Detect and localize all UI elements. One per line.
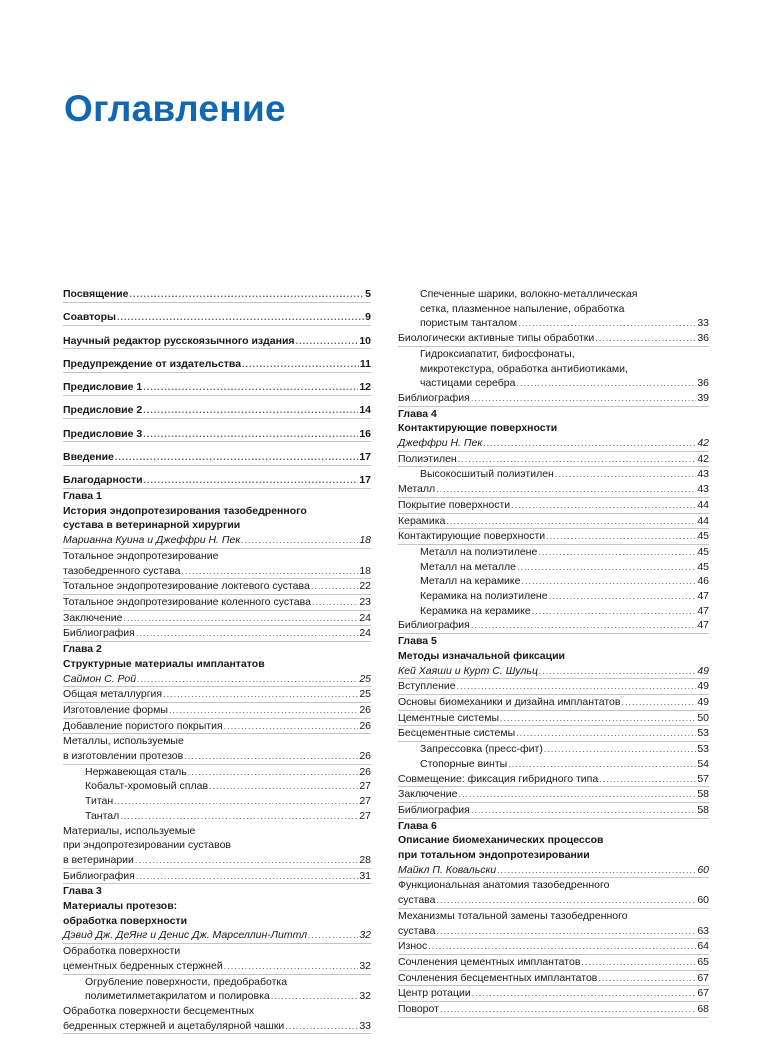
toc-subentry[interactable]: [63, 989, 371, 1004]
entry-title: Библиография: [63, 869, 135, 882]
page-number: 47: [697, 619, 709, 632]
dot-leader: [436, 924, 696, 939]
entry-line: Механизмы тотальной замены тазобедренного: [398, 909, 628, 922]
entry-title: Благодарности: [63, 474, 143, 487]
dot-leader: [471, 618, 696, 633]
page-number: 45: [697, 560, 709, 573]
chapter-author[interactable]: [63, 533, 371, 549]
toc-entry[interactable]: [398, 1002, 709, 1018]
entry-title: в изготовлении протезов: [63, 750, 184, 763]
page-number: 67: [697, 987, 709, 1000]
dot-leader: [144, 473, 359, 488]
dot-leader: [182, 564, 359, 579]
toc-subentry[interactable]: [398, 545, 709, 560]
dot-leader: [143, 380, 358, 395]
dot-leader: [516, 376, 696, 391]
toc-subentry[interactable]: [398, 742, 709, 757]
toc-entry[interactable]: [398, 482, 709, 498]
entry-title: сустава: [398, 894, 436, 907]
dot-leader: [539, 664, 696, 679]
dot-leader: [497, 863, 696, 878]
toc-entry[interactable]: [398, 695, 709, 711]
dot-leader: [521, 574, 696, 589]
entry-title: Тотальное эндопротезирование коленного сустава: [63, 596, 311, 608]
dot-leader: [458, 452, 697, 467]
chapter-title: Материалы протезов:: [63, 900, 178, 913]
entry-title: Сочленения бесцементных имплантатов: [398, 971, 598, 984]
dot-leader: [508, 757, 696, 772]
toc-subentry[interactable]: [63, 779, 371, 794]
page-number: 47: [697, 604, 709, 617]
page-number: 14: [359, 404, 371, 417]
toc-entry[interactable]: [63, 564, 371, 580]
entry-title: Посвящение: [63, 288, 129, 300]
toc-subentry[interactable]: [398, 757, 709, 772]
dot-leader: [621, 695, 696, 710]
entry-line: при эндопротезировании суставов: [63, 839, 232, 852]
toc-subentry[interactable]: [63, 794, 371, 809]
page-number: 45: [697, 545, 709, 558]
dot-leader: [115, 450, 358, 465]
toc-subentry[interactable]: [398, 316, 709, 331]
dot-leader: [137, 672, 358, 687]
page-number: 67: [697, 971, 709, 984]
page-number: 27: [359, 780, 371, 793]
page-number: 22: [359, 580, 371, 593]
dot-leader: [163, 687, 358, 702]
chapter-author[interactable]: [63, 928, 371, 944]
toc-entry[interactable]: [398, 893, 709, 909]
page-number: 39: [697, 391, 709, 404]
dot-leader: [428, 939, 696, 954]
toc-entry[interactable]: [398, 787, 709, 803]
toc-subentry[interactable]: [398, 574, 709, 589]
dot-leader: [598, 971, 696, 986]
entry-title: Предисловие 2: [63, 404, 143, 417]
entry-title: Полиэтилен: [398, 452, 457, 465]
dot-leader: [555, 467, 696, 482]
page-number: 17: [359, 474, 371, 487]
entry-title: Марианна Куина и Джеффри Н. Пек: [63, 534, 241, 547]
toc-entry[interactable]: [63, 1019, 371, 1035]
toc-subentry[interactable]: [63, 809, 371, 824]
page-number: 68: [697, 1003, 709, 1016]
toc-entry[interactable]: [63, 579, 371, 595]
front-matter-entry[interactable]: [63, 427, 371, 443]
entry-line: Гидроксиапатит, бифосфонаты,: [420, 347, 575, 360]
chapter-title: Методы изначальной фиксации: [398, 649, 565, 662]
entry-title: Нержавеющая сталь: [85, 765, 187, 778]
toc-entry[interactable]: [63, 611, 371, 627]
toc-entry[interactable]: [398, 955, 709, 971]
page-number: 42: [697, 437, 709, 450]
dot-leader: [143, 403, 358, 418]
dot-leader: [599, 772, 696, 787]
entry-title: Цементные системы: [398, 711, 500, 724]
dot-leader: [516, 726, 696, 741]
dot-leader: [440, 1002, 696, 1017]
entry-title: полиметилметакрилатом и полировка: [85, 990, 270, 1003]
toc-column-left: [63, 287, 371, 1034]
toc-entry[interactable]: [398, 618, 709, 634]
entry-title: Библиография: [398, 803, 470, 816]
dot-leader: [188, 765, 359, 780]
entry-title: Контактирующие поверхности: [398, 530, 546, 543]
entry-line: Металлы, используемые: [63, 735, 184, 748]
page-number: 31: [359, 869, 371, 882]
chapter-label: Глава 6: [398, 819, 437, 832]
dot-leader: [483, 436, 696, 451]
dot-leader: [135, 853, 358, 868]
dot-leader: [472, 986, 697, 1001]
dot-leader: [311, 579, 359, 594]
dot-leader: [581, 955, 696, 970]
entry-title: Кобальт-хромовый сплав: [85, 780, 209, 793]
entry-title: Сочленения цементных имплантатов: [398, 955, 581, 968]
dot-leader: [224, 959, 359, 974]
page-number: 26: [359, 703, 371, 716]
dot-leader: [209, 779, 358, 794]
dot-leader: [511, 498, 696, 513]
entry-title: Керамика на керамике: [420, 604, 531, 617]
entry-title: Предисловие 3: [63, 427, 143, 440]
entry-title: Библиография: [398, 391, 470, 404]
page-number: 26: [359, 719, 371, 732]
dot-leader: [129, 287, 364, 302]
dot-leader: [169, 703, 358, 718]
toc-entry[interactable]: [63, 687, 371, 703]
toc-entry[interactable]: [398, 711, 709, 727]
dot-leader: [123, 611, 358, 626]
entry-line: Материалы, используемые: [63, 824, 196, 837]
page-number: 28: [359, 853, 371, 866]
page-number: 44: [697, 514, 709, 527]
entry-title: Бесцементные системы: [398, 727, 516, 740]
dot-leader: [532, 604, 697, 619]
entry-title: Запрессовка (пресс-фит): [420, 743, 543, 756]
page-number: 32: [359, 929, 371, 942]
page-number: 57: [697, 772, 709, 785]
page-number: 64: [697, 940, 709, 953]
entry-title: тазобедренного сустава: [63, 564, 181, 577]
entry-title: Майкл П. Ковальски: [398, 863, 497, 876]
entry-title: Соавторы: [63, 311, 116, 324]
toc-entry[interactable]: [63, 749, 371, 765]
chapter-label: Глава 1: [63, 490, 102, 503]
toc-entry[interactable]: [398, 772, 709, 788]
page-number: 33: [697, 317, 709, 330]
page-number: 36: [697, 377, 709, 390]
entry-title: Керамика: [398, 514, 446, 527]
front-matter-entry[interactable]: [63, 403, 371, 419]
page-number: 49: [697, 664, 709, 677]
toc-entry[interactable]: [398, 514, 709, 530]
page-number: 49: [697, 680, 709, 693]
entry-title: Добавление пористого покрытия: [63, 719, 223, 732]
page-number: 12: [359, 381, 371, 394]
chapter-author[interactable]: [398, 863, 709, 879]
page-number: 27: [359, 809, 371, 822]
entry-title: Основы биомеханики и дизайна имплантатов: [398, 695, 621, 708]
page-number: 60: [697, 863, 709, 876]
toc-entry[interactable]: [398, 391, 709, 407]
page-number: 16: [359, 427, 371, 440]
entry-title: Дэвид Дж. ДеЯнг и Денис Дж. Марселлин-Литтл: [63, 929, 308, 942]
front-matter-entry[interactable]: [63, 473, 371, 489]
chapter-title: Описание биомеханических процессов: [398, 834, 604, 847]
entry-title: Вступление: [398, 680, 456, 693]
dot-leader: [184, 749, 358, 764]
toc-subentry[interactable]: [398, 560, 709, 575]
entry-title: Предупреждение от издательства: [63, 357, 242, 370]
entry-title: Тантал: [85, 809, 120, 822]
front-matter-entry[interactable]: [63, 380, 371, 396]
entry-title: Предисловие 1: [63, 381, 143, 394]
front-matter-entry[interactable]: [63, 310, 371, 326]
dot-leader: [436, 482, 696, 497]
spacer: [63, 326, 371, 334]
page-number: 43: [697, 483, 709, 496]
dot-leader: [312, 595, 358, 610]
entry-title: Научный редактор русскоязычного издания: [63, 334, 295, 347]
page-number: 11: [359, 357, 371, 370]
dot-leader: [136, 869, 358, 884]
entry-title: Биологически активные типы обработки: [398, 332, 595, 345]
toc-entry[interactable]: [398, 679, 709, 695]
page-number: 49: [697, 695, 709, 708]
dot-leader: [120, 809, 358, 824]
dot-leader: [296, 334, 359, 349]
page-number: 9: [365, 311, 371, 324]
chapter-title: История эндопротезирования тазобедренного: [63, 504, 307, 517]
dot-leader: [271, 989, 359, 1004]
entry-title: Керамика на полиэтилене: [420, 590, 548, 603]
toc-entry[interactable]: [63, 703, 371, 719]
entry-title: Тотальное эндопротезирование локтевого сустава: [63, 580, 310, 593]
entry-title: частицами серебра: [420, 377, 516, 390]
entry-title: Высокосшитый полиэтилен: [420, 468, 554, 481]
toc-subentry[interactable]: [398, 589, 709, 604]
page-number: 36: [697, 332, 709, 345]
dot-leader: [595, 331, 696, 346]
dot-leader: [143, 427, 358, 442]
dot-leader: [538, 545, 696, 560]
toc-entry[interactable]: [63, 626, 371, 642]
front-matter-entry[interactable]: [63, 287, 371, 303]
chapter-author[interactable]: [398, 436, 709, 452]
entry-title: Саймон С. Рой: [63, 672, 137, 685]
page-number: 43: [697, 468, 709, 481]
dot-leader: [446, 514, 696, 529]
dot-leader: [471, 391, 696, 406]
entry-title: бедренных стержней и ацетабулярной чашки: [63, 1019, 285, 1032]
page-number: 58: [697, 788, 709, 801]
spacer: [63, 442, 371, 450]
dot-leader: [500, 711, 696, 726]
page-number: 23: [359, 596, 371, 608]
entry-title: Металл на керамике: [420, 575, 521, 588]
dot-leader: [518, 316, 696, 331]
dot-leader: [436, 893, 696, 908]
entry-line: сетка, плазменное напыление, обработка: [420, 302, 625, 315]
spacer: [63, 349, 371, 357]
entry-title: Титан: [85, 795, 114, 808]
toc-entry[interactable]: [63, 959, 371, 975]
entry-title: Стопорные винты: [420, 757, 508, 770]
page-number: 47: [697, 590, 709, 603]
toc-entry[interactable]: [398, 498, 709, 514]
page-number: 45: [697, 530, 709, 543]
entry-title: Металл на металле: [420, 560, 516, 573]
dot-leader: [546, 529, 696, 544]
toc-entry[interactable]: [398, 986, 709, 1002]
chapter-label: Глава 2: [63, 643, 102, 656]
toc-column-right: [398, 287, 709, 1018]
toc-entry[interactable]: [398, 529, 709, 545]
chapter-title: обработка поверхности: [63, 914, 188, 927]
dot-leader: [544, 742, 696, 757]
toc-entry[interactable]: [398, 452, 709, 468]
page-number: 26: [359, 750, 371, 763]
chapter-label: Глава 5: [398, 635, 437, 648]
page-number: 65: [697, 955, 709, 968]
page-number: 25: [359, 672, 371, 685]
entry-title: Библиография: [63, 627, 135, 640]
spacer: [63, 466, 371, 474]
page-number: 33: [359, 1019, 371, 1032]
toc-entry[interactable]: [398, 939, 709, 955]
dot-leader: [241, 533, 358, 548]
dot-leader: [117, 310, 364, 325]
entry-line: Обработка поверхности: [63, 945, 181, 958]
toc-entry[interactable]: [398, 803, 709, 819]
entry-title: Джеффри Н. Пек: [398, 437, 483, 450]
dot-leader: [471, 803, 696, 818]
entry-title: Металл на полиэтилене: [420, 545, 538, 558]
entry-title: Введение: [63, 451, 114, 464]
page-number: 44: [697, 498, 709, 511]
dot-leader: [285, 1019, 358, 1034]
spacer: [63, 303, 371, 311]
page-number: 53: [697, 727, 709, 740]
entry-title: Совмещение: фиксация гибридного типа: [398, 772, 599, 785]
chapter-author[interactable]: [63, 672, 371, 688]
toc-entry[interactable]: [398, 924, 709, 940]
page-number: 26: [359, 765, 371, 778]
page-number: 53: [697, 743, 709, 756]
entry-title: Заключение: [398, 788, 458, 801]
page-number: 58: [697, 803, 709, 816]
entry-title: цементных бедренных стержней: [63, 959, 223, 972]
entry-title: пористым танталом: [420, 317, 518, 330]
toc-entry[interactable]: [63, 853, 371, 869]
page-number: 18: [359, 534, 371, 547]
entry-title: Библиография: [398, 619, 470, 632]
spacer: [63, 419, 371, 427]
page-number: 46: [697, 575, 709, 588]
toc-subentry[interactable]: [398, 467, 709, 482]
entry-title: Поворот: [398, 1003, 439, 1016]
entry-title: Заключение: [63, 611, 123, 624]
entry-line: Тотальное эндопротезирование: [63, 549, 219, 562]
toc-entry[interactable]: [63, 719, 371, 735]
entry-title: в ветеринарии: [63, 853, 134, 866]
page-number: 50: [697, 711, 709, 724]
chapter-author[interactable]: [398, 664, 709, 680]
entry-title: Общая металлургия: [63, 688, 163, 701]
toc-entry[interactable]: [398, 726, 709, 742]
page-number: 10: [359, 334, 371, 347]
toc-subentry[interactable]: [63, 765, 371, 780]
chapter-label: Глава 3: [63, 885, 102, 898]
page-number: 25: [359, 688, 371, 701]
entry-line: Спеченные шарики, волокно-металлическая: [420, 288, 638, 300]
spacer: [63, 396, 371, 404]
dot-leader: [457, 679, 697, 694]
entry-title: Изготовление формы: [63, 703, 168, 716]
front-matter-entry[interactable]: [63, 334, 371, 350]
chapter-title: сустава в ветеринарной хирургии: [63, 519, 241, 532]
dot-leader: [517, 560, 696, 575]
toc-entry[interactable]: [398, 971, 709, 987]
chapter-title: Структурные материалы имплантатов: [63, 657, 265, 670]
toc-subentry[interactable]: [398, 604, 709, 619]
entry-line: Обработка поверхности бесцементных: [63, 1004, 255, 1017]
page-number: 42: [697, 452, 709, 465]
page-number: 27: [359, 795, 371, 808]
dot-leader: [136, 626, 358, 641]
chapter-title: при тотальном эндопротезировании: [398, 849, 590, 862]
entry-title: Металл: [398, 483, 436, 496]
dot-leader: [458, 787, 696, 802]
entry-title: Износ: [398, 940, 428, 953]
page-number: 18: [359, 564, 371, 577]
page-title: Оглавление: [64, 88, 286, 129]
spacer: [63, 373, 371, 381]
entry-line: Функциональная анатомия тазобедренного: [398, 879, 610, 892]
toc-entry[interactable]: [63, 869, 371, 885]
toc-entry[interactable]: [398, 331, 709, 347]
page-number: 24: [359, 611, 371, 624]
front-matter-entry[interactable]: [63, 357, 371, 373]
chapter-label: Глава 4: [398, 407, 437, 420]
page-number: 60: [697, 894, 709, 907]
toc-entry[interactable]: [63, 595, 371, 611]
chapter-title: Контактирующие поверхности: [398, 422, 558, 435]
page-number: 24: [359, 627, 371, 640]
entry-line: Огрубление поверхности, предобработка: [85, 975, 288, 988]
entry-title: Покрытие поверхности: [398, 498, 511, 511]
page-number: 32: [359, 959, 371, 972]
page-number: 5: [365, 288, 371, 300]
front-matter-entry[interactable]: [63, 450, 371, 466]
toc-subentry[interactable]: [398, 376, 709, 391]
entry-title: Центр ротации: [398, 987, 471, 1000]
page-number: 17: [359, 451, 371, 464]
dot-leader: [114, 794, 358, 809]
dot-leader: [224, 719, 359, 734]
dot-leader: [549, 589, 697, 604]
page-number: 32: [359, 990, 371, 1003]
dot-leader: [308, 928, 358, 943]
entry-title: Кей Хаяши и Курт С. Шульц: [398, 664, 538, 677]
page-number: 54: [697, 757, 709, 770]
dot-leader: [242, 357, 359, 372]
page-number: 63: [697, 924, 709, 937]
entry-title: сустава: [398, 924, 436, 937]
entry-line: микротекстура, обработка антибиотиками,: [420, 362, 628, 375]
